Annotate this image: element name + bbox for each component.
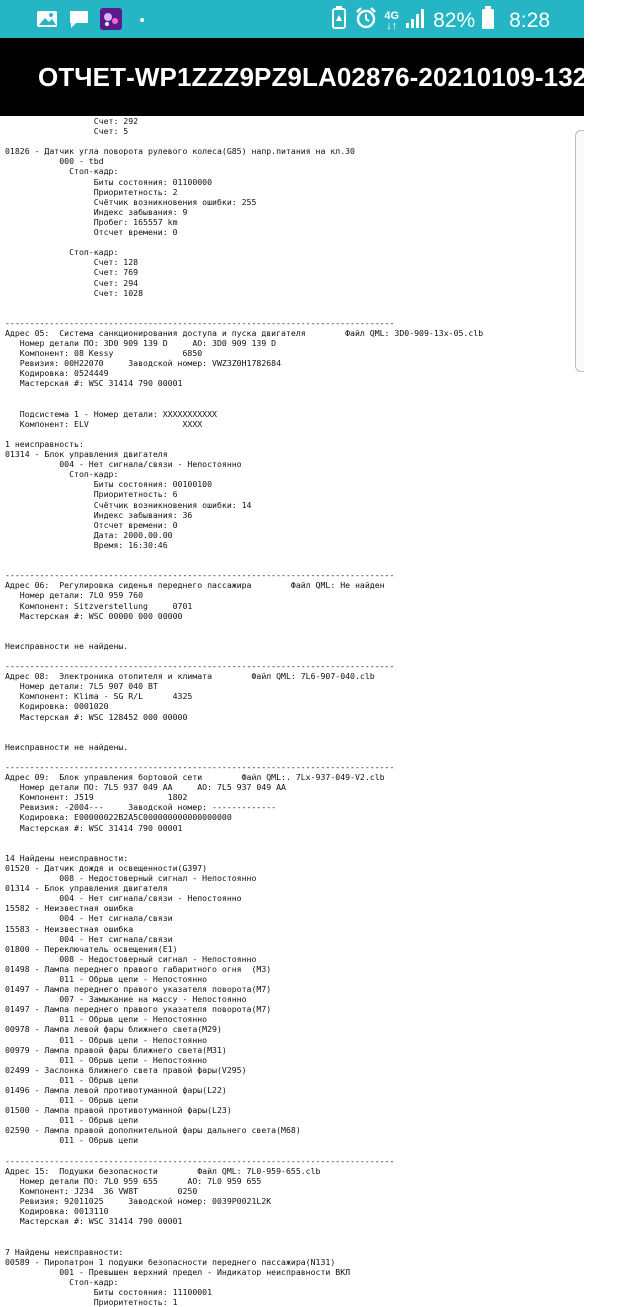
document-line: ------------------------------------------------------------------------------- — [5, 1155, 395, 1166]
document-line: Счет: 292 — [5, 116, 139, 126]
document-line: ------------------------------------------------------------------------------- — [5, 570, 395, 581]
document-line: 01497 - Лампа переднего правого указателя поворота(M7) — [5, 1004, 272, 1015]
document-line: 02590 - Лампа правой дополнительной фары дальнего света(M68) — [5, 1125, 301, 1136]
document-line: Дата: 2000.00.00 — [5, 529, 173, 540]
document-line: 011 - Обрыв цепи — [5, 1135, 139, 1146]
document-line: 01500 - Лампа правой противотуманной фары(L23) — [5, 1105, 232, 1116]
document-line: 001 - Превышен верхний предел - Индикатор неисправности ВКЛ — [5, 1266, 351, 1277]
document-line: 00979 - Лампа правой фары ближнего света(M31) — [5, 1044, 227, 1055]
document-line: Номер детали ПО: 3D0 909 139 D AO: 3D0 909 139 D — [5, 338, 277, 349]
document-line: Счётчик возникновения ошибки: 255 — [5, 196, 257, 207]
document-line: 004 - Нет сигнала/связи - Непостоянно — [5, 459, 242, 470]
document-line: 004 - Нет сигнала/связи — [5, 933, 173, 944]
document-line: Адрес 06: Регулировка сиденья переднего пассажира Файл QML: Не найден — [5, 580, 385, 591]
document-line: Приоритетность: 1 — [5, 1296, 178, 1307]
document-line: Кодировка: 0001020 — [5, 701, 109, 712]
document-line: Номер детали: 7L0 959 760 — [5, 590, 144, 601]
battery-saver-icon — [330, 6, 348, 35]
document-line: Мастерская #: WSC 31414 790 00001 — [5, 1216, 183, 1227]
document-line: Ревизия: 92011025 Заводской номер: 0039P0021L2K — [5, 1196, 272, 1207]
document-line: Счет: 1028 — [5, 287, 144, 298]
document-line: Кодировка: E00000022B2A5C000000000000000000 — [5, 812, 232, 823]
document-line: 011 - Обрыв цепи - Непостоянно — [5, 1054, 208, 1065]
document-line: 011 - Обрыв цепи - Непостоянно — [5, 1034, 208, 1045]
document-line: ------------------------------------------------------------------------------- — [5, 762, 395, 772]
document-line: Номер детали ПО: 7L5 937 049 AA AO: 7L5 937 049 AA — [5, 782, 286, 793]
notification-icons — [36, 8, 146, 34]
battery-percent: 82% — [433, 8, 476, 32]
document-line: 01520 - Датчик дождя и освещенности(G397) — [5, 862, 208, 873]
document-line: 01497 - Лампа переднего правого указателя поворота(M7) — [5, 984, 272, 995]
document-line: Неисправности не найдены. — [5, 741, 129, 752]
document-line: Подсистема 1 - Номер детали: XXXXXXXXXXX — [5, 408, 217, 419]
document-line: Компонент: ELV XXXX — [5, 418, 203, 429]
document-line: Мастерская #: WSC 128452 000 00000 — [5, 711, 188, 722]
document-line: 000 - tbd — [5, 156, 104, 167]
document-line: Мастерская #: WSC 00000 000 00000 — [5, 610, 183, 621]
document-line: 7 Найдены неисправности: — [5, 1246, 124, 1257]
document-line: 004 - Нет сигнала/связи - Непостоянно — [5, 893, 242, 904]
document-line: Биты состояния: 00100100 — [5, 479, 213, 490]
document-line: Адрес 05: Система санкционирования доступа и пуска двигателя Файл QML: 3D0-909-13x-05.clb — [5, 327, 484, 338]
document-line: Стоп-кадр: — [5, 247, 119, 258]
document-line: 00589 - Пиропатрон 1 подушки безопасности переднего пассажира(N131) — [5, 1256, 336, 1267]
document-line: 01314 - Блок управления двигателя — [5, 883, 168, 894]
title-bar — [0, 38, 624, 116]
document-line: Компонент: 08 Kessy 6850 — [5, 348, 203, 359]
document-line: 011 - Обрыв цепи — [5, 1074, 139, 1085]
more-notifications-dot: • — [138, 13, 147, 29]
document-line: Компонент: Klima - SG R/L 4325 — [5, 691, 193, 702]
document-line: 011 - Обрыв цепи — [5, 1115, 139, 1126]
document-line: Биты состояния: 11100001 — [5, 1286, 213, 1297]
document-title: ОТЧЕТ-WP1ZZZ9PZ9LA02876-20210109-1326... — [38, 62, 624, 92]
network-type: 4G ↓↑ — [384, 9, 400, 32]
document-line: Счет: 5 — [5, 126, 129, 137]
battery-icon — [481, 6, 495, 35]
signal-icon — [405, 7, 427, 34]
document-line: Биты состояния: 01100000 — [5, 176, 213, 187]
document-line: 008 - Недостоверный сигнал - Непостоянно — [5, 953, 257, 964]
document-line: 15582 - Неизвестная ошибка — [5, 903, 134, 914]
document-line: Ревизия: -2004--- Заводской номер: ------------- — [5, 802, 277, 813]
document-line: ------------------------------------------------------------------------------- — [5, 661, 395, 672]
document-line: 011 - Обрыв цепи - Непостоянно — [5, 973, 208, 984]
document-line: Номер детали: 7L5 907 040 BT — [5, 681, 158, 692]
document-line: Счет: 294 — [5, 277, 139, 288]
document-line: 01496 - Лампа левой противотуманной фары(L22) — [5, 1085, 227, 1095]
document-line: Номер детали ПО: 7L0 959 655 AO: 7L0 959 655 — [5, 1175, 262, 1186]
document-line: Компонент: Sitzverstellung 0701 — [5, 600, 193, 611]
document-line: Кодировка: 0013110 — [5, 1206, 109, 1217]
document-line: Индекс забывания: 36 — [5, 509, 193, 520]
document-line: 008 - Недостоверный сигнал - Непостоянно — [5, 873, 257, 884]
document-line: Компонент: J519 1802 — [5, 792, 188, 803]
clock: 8:28 — [509, 8, 550, 32]
document-line: 01826 - Датчик угла поворота рулевого колеса(G85) напр.питания на кл.30 — [5, 146, 355, 157]
document-line: 00978 - Лампа левой фары ближнего света(M29) — [5, 1024, 222, 1035]
document-line: 004 - Нет сигнала/связи — [5, 913, 173, 924]
system-status — [330, 6, 550, 35]
document-line: Счет: 769 — [5, 267, 139, 278]
document-line: Стоп-кадр: — [5, 166, 119, 177]
document-line: Компонент: J234 36 VW8T 0250 — [5, 1185, 198, 1196]
document-line: Отсчет времени: 0 — [5, 519, 178, 530]
document-line: Приоритетность: 6 — [5, 489, 178, 500]
document-line: Адрес 08: Электроника отопителя и климата Файл QML: 7L6-907-040.clb — [5, 671, 375, 682]
document-line: Мастерская #: WSC 31414 790 00001 — [5, 822, 183, 833]
document-line: 02499 - Заслонка ближнего света правой фары(V295) — [5, 1064, 247, 1075]
scroll-handle[interactable] — [575, 130, 584, 372]
gallery-icon — [36, 10, 58, 32]
document-line: Адрес 09: Блок управления бортовой сети Файл QML:. 7Lx-937-049-V2.clb — [5, 772, 385, 783]
document-line: 1 неисправность: — [5, 439, 84, 449]
document-line: Приоритетность: 2 — [5, 186, 178, 197]
document-line: Индекс забывания: 9 — [5, 206, 188, 217]
document-line: Адрес 15: Подушки безопасности Файл QML: 7L0-959-655.clb — [5, 1165, 321, 1176]
document-line: Неисправности не найдены. — [5, 640, 129, 651]
document-line: 01498 - Лампа переднего правого габаритного огня (M3) — [5, 963, 272, 974]
document-line: Счётчик возникновения ошибки: 14 — [5, 499, 252, 510]
alarm-icon — [354, 6, 378, 35]
document-line: Стоп-кадр: — [5, 1276, 119, 1287]
document-line: Счет: 128 — [5, 257, 139, 268]
app-icon — [100, 8, 122, 34]
document-line: Стоп-кадр: — [5, 469, 119, 480]
document-view[interactable] — [0, 116, 570, 1307]
document-line: Пробег: 165557 km — [5, 216, 178, 227]
document-line: 15583 - Неизвестная ошибка — [5, 923, 134, 934]
document-line: 01800 - Переключатель освещения(E1) — [5, 943, 178, 954]
document-line: 011 - Обрыв цепи — [5, 1095, 139, 1106]
document-line: 01314 - Блок управления двигателя — [5, 449, 168, 460]
document-line: Время: 16:30:46 — [5, 539, 168, 550]
document-line: 011 - Обрыв цепи - Непостоянно — [5, 1014, 208, 1025]
document-line: 007 - Замыкание на массу - Непостоянно — [5, 994, 247, 1005]
document-line: Отсчет времени: 0 — [5, 227, 178, 238]
message-icon — [68, 9, 90, 33]
document-text — [0, 116, 570, 1307]
document-line: 14 Найдены неисправности: — [5, 852, 129, 863]
document-line: Ревизия: 00H22070 Заводской номер: VWZ3Z0H1782684 — [5, 358, 282, 369]
document-line: Мастерская #: WSC 31414 790 00001 — [5, 378, 183, 389]
document-line: ------------------------------------------------------------------------------- — [5, 317, 395, 328]
status-bar — [0, 0, 584, 38]
document-line: Кодировка: 0524449 — [5, 368, 109, 379]
